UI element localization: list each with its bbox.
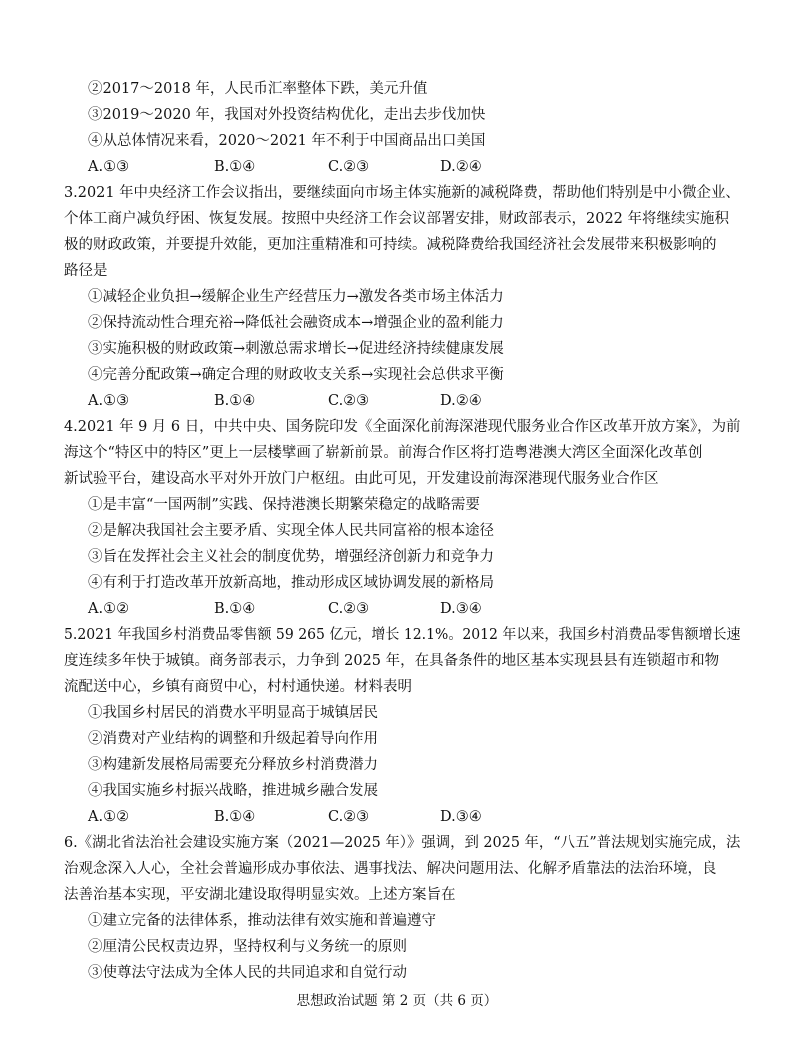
q6-stem-line-3: 法善治基本实现，平安湖北建设取得明显实效。上述方案旨在 (64, 887, 456, 903)
q5-choice-d: D.③④ (440, 809, 482, 825)
q6-stem-line-2: 治观念深入人心，全社会普遍形成办事依法、遇事找法、解决问题用法、化解矛盾靠法的法治环境，良 (64, 861, 717, 877)
q3-option-4: ④完善分配政策→确定合理的财政收支关系→实现社会总供求平衡 (88, 367, 504, 383)
q4-option-4: ④有利于打造改革开放新高地，推动形成区域协调发展的新格局 (88, 575, 494, 591)
q3-choice-b: B.①④ (214, 393, 256, 409)
q2-choice-c: C.②③ (328, 159, 370, 175)
q4-choice-a: A.①② (88, 601, 130, 617)
q4-option-1: ①是丰富“一国两制”实践、保持港澳长期繁荣稳定的战略需要 (88, 497, 480, 513)
q2-option-4: ④从总体情况来看，2020～2021 年不利于中国商品出口美国 (88, 133, 486, 149)
q5-choice-c: C.②③ (328, 809, 370, 825)
q5-choice-a: A.①② (88, 809, 130, 825)
q3-option-3: ③实施积极的财政政策→刺激总需求增长→促进经济持续健康发展 (88, 341, 504, 357)
q4-option-2: ②是解决我国社会主要矛盾、实现全体人民共同富裕的根本途径 (88, 523, 494, 539)
q3-stem-line-1: 3.2021 年中央经济工作会议指出，要继续面向市场主体实施新的减税降费，帮助他们特别是中小微企业、 (64, 185, 740, 201)
q6-option-1: ①建立完备的法律体系，推动法律有效实施和普遍遵守 (88, 913, 436, 929)
q5-option-2: ②消费对产业结构的调整和升级起着导向作用 (88, 731, 378, 747)
q6-stem-line-1: 6.《湖北省法治社会建设实施方案（2021—2025 年）》强调，到 2025 年，“八五”普法规划实施完成，法 (64, 835, 741, 851)
q3-choice-c: C.②③ (328, 393, 370, 409)
q2-choice-d: D.②④ (440, 159, 482, 175)
q4-option-3: ③旨在发挥社会主义社会的制度优势，增强经济创新力和竞争力 (88, 549, 494, 565)
q2-choice-b: B.①④ (214, 159, 256, 175)
q4-choice-d: D.③④ (440, 601, 482, 617)
q5-option-4: ④我国实施乡村振兴战略，推进城乡融合发展 (88, 783, 378, 799)
q5-stem-line-2: 度连续多年快于城镇。商务部表示，力争到 2025 年，在具备条件的地区基本实现县县有连锁超市和物 (64, 653, 720, 669)
q3-choice-a: A.①③ (88, 393, 130, 409)
q3-option-1: ①减轻企业负担→缓解企业生产经营压力→激发各类市场主体活力 (88, 289, 504, 305)
q2-option-2: ②2017～2018 年，人民币汇率整体下跌，美元升值 (88, 81, 428, 97)
q2-option-3: ③2019～2020 年，我国对外投资结构优化，走出去步伐加快 (88, 107, 486, 123)
q4-choice-c: C.②③ (328, 601, 370, 617)
q5-choice-b: B.①④ (214, 809, 256, 825)
q5-option-1: ①我国乡村居民的消费水平明显高于城镇居民 (88, 705, 378, 721)
q3-stem-line-2: 个体工商户减负纾困、恢复发展。按照中央经济工作会议部署安排，财政部表示，2022 年将继续实施积 (64, 211, 730, 227)
q2-choice-a: A.①③ (88, 159, 130, 175)
page-footer: 思想政治试题 第 2 页（共 6 页） (296, 993, 498, 1009)
q3-choice-d: D.②④ (440, 393, 482, 409)
q4-stem-line-1: 4.2021 年 9 月 6 日，中共中央、国务院印发《全面深化前海深港现代服务业合作区改革开放方案》，为前 (64, 419, 741, 435)
q4-choice-b: B.①④ (214, 601, 256, 617)
q5-stem-line-3: 流配送中心，乡镇有商贸中心，村村通快递。材料表明 (64, 679, 412, 695)
q3-stem-line-4: 路径是 (64, 263, 108, 279)
q4-stem-line-2: 海这个“特区中的特区”更上一层楼擘画了崭新前景。前海合作区将打造粤港澳大湾区全面深化改革创 (64, 445, 703, 461)
q3-option-2: ②保持流动性合理充裕→降低社会融资成本→增强企业的盈利能力 (88, 315, 504, 331)
q6-option-3: ③使尊法守法成为全体人民的共同追求和自觉行动 (88, 965, 407, 981)
q5-option-3: ③构建新发展格局需要充分释放乡村消费潜力 (88, 757, 378, 773)
q4-stem-line-3: 新试验平台，建设高水平对外开放门户枢纽。由此可见，开发建设前海深港现代服务业合作区 (64, 471, 659, 487)
q6-option-2: ②厘清公民权责边界，坚持权利与义务统一的原则 (88, 939, 407, 955)
q5-stem-line-1: 5.2021 年我国乡村消费品零售额 59 265 亿元，增长 12.1%。2012 年以来，我国乡村消费品零售额增长速 (64, 627, 741, 643)
q3-stem-line-3: 极的财政政策，并要提升效能，更加注重精准和可持续。减税降费给我国经济社会发展带来积极影响的 (64, 237, 717, 253)
